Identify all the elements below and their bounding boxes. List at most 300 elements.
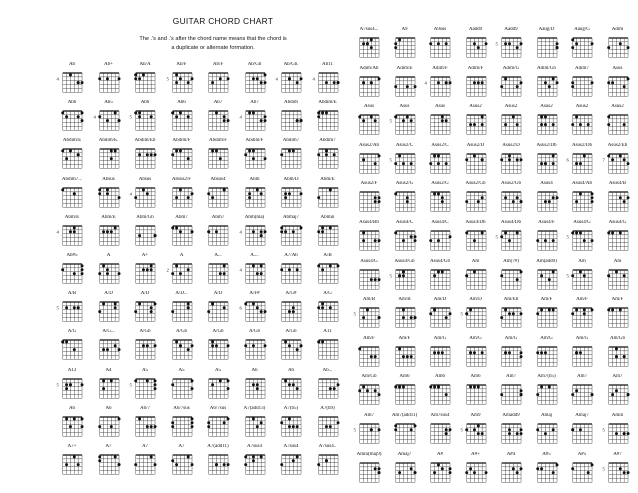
finger-dot [328, 387, 331, 390]
fretboard-grid [274, 259, 308, 289]
finger-dot [105, 272, 108, 275]
chord-name: Asus [434, 104, 445, 110]
finger-dot [476, 46, 479, 49]
finger-dot [98, 115, 101, 118]
chord-name: A7sus4... [359, 27, 379, 32]
chord-diagram [274, 291, 308, 329]
fretboard-grid [55, 450, 89, 480]
finger-dot [223, 115, 226, 118]
fretboard-grid [274, 297, 308, 327]
finger-dot [413, 239, 416, 242]
finger-dot [484, 471, 487, 474]
finger-dot [437, 386, 440, 389]
chord-diagram [494, 452, 528, 490]
chord-name: A7(b5) [283, 405, 299, 411]
finger-dot [102, 387, 105, 390]
chord-name: A#4 [506, 451, 516, 457]
finger-dot [547, 85, 550, 88]
fretboard-grid [352, 419, 386, 449]
finger-dot [219, 158, 222, 161]
finger-dot [504, 77, 507, 80]
fretboard-grid [565, 149, 599, 179]
finger-dot [607, 309, 610, 312]
finger-dot [516, 231, 519, 234]
finger-dot [300, 345, 303, 348]
finger-dot [81, 268, 84, 271]
finger-dot [409, 428, 412, 431]
fretboard-grid [352, 380, 386, 410]
chord-diagram [459, 66, 493, 104]
fretboard-grid [92, 183, 126, 213]
finger-dot [409, 235, 412, 238]
chord-diagram [601, 66, 635, 104]
finger-dot [551, 270, 554, 273]
chord-name: A6 [68, 405, 76, 411]
finger-dot [186, 306, 189, 309]
chord-name: Abdim/E. [98, 138, 119, 144]
fretboard-grid [601, 265, 635, 295]
finger-dot [437, 239, 440, 242]
chord-name: Asus2/D [466, 142, 485, 148]
fretboard-grid [565, 303, 599, 333]
finger-dot [378, 278, 381, 281]
fretboard-grid [530, 458, 564, 488]
fretboard-grid [530, 419, 564, 449]
finger-dot [500, 85, 503, 88]
finger-dot [472, 270, 475, 273]
fretboard-grid [459, 303, 493, 333]
chord-name: Ab6 [67, 100, 77, 106]
finger-dot [263, 73, 266, 76]
finger-dot [61, 150, 64, 153]
finger-dot [296, 425, 299, 428]
finger-dot [362, 239, 365, 242]
finger-dot [571, 46, 574, 49]
fretboard-grid [201, 450, 235, 480]
chord-diagram [423, 220, 457, 258]
chord-name: Asus2/Gb [465, 181, 486, 187]
finger-dot [142, 188, 145, 191]
finger-dot [472, 386, 475, 389]
chord-name: A7+ [67, 444, 77, 449]
finger-dot [171, 425, 174, 428]
finger-dot [134, 196, 137, 199]
chord-name: A7sus4 [246, 444, 262, 449]
finger-dot [401, 270, 404, 273]
chord-name: Am/B [398, 297, 411, 303]
chord-diagram [165, 215, 199, 253]
finger-dot [591, 193, 594, 196]
chord-diagram [311, 329, 345, 367]
chord-name: A#7 [613, 451, 622, 457]
finger-dot [583, 309, 586, 312]
finger-dot [288, 383, 291, 386]
finger-dot [551, 428, 554, 431]
finger-dot [401, 316, 404, 319]
finger-dot [401, 162, 404, 165]
finger-dot [77, 154, 80, 157]
finger-dot [211, 341, 214, 344]
chord-diagram [530, 181, 564, 219]
finger-dot [336, 421, 339, 424]
finger-dot [317, 306, 320, 309]
finger-dot [263, 81, 266, 84]
chord-name: Abdim [284, 100, 298, 106]
chord-name: Asus4/G [608, 220, 627, 225]
chord-name: Amadd9 [502, 413, 520, 418]
finger-dot [540, 123, 543, 126]
chord-name: A9 [401, 27, 408, 32]
fretboard-grid [459, 265, 493, 295]
chord-diagram [388, 413, 422, 451]
finger-dot [536, 239, 539, 242]
fretboard-grid [274, 335, 308, 365]
chord-diagram [388, 66, 422, 104]
fretboard-grid [128, 297, 162, 327]
finger-dot [476, 424, 479, 427]
chord-diagram [530, 413, 564, 451]
finger-dot [65, 115, 68, 118]
finger-dot [154, 154, 157, 157]
chord-diagram [165, 368, 199, 406]
finger-dot [480, 351, 483, 354]
chord-name: Abm7 [211, 214, 225, 220]
finger-dot [65, 387, 68, 390]
chord-name: Abdim/F [172, 138, 191, 144]
finger-dot [280, 226, 283, 229]
finger-dot [571, 231, 574, 234]
finger-dot [445, 162, 448, 165]
finger-dot [117, 417, 120, 420]
fretboard-grid [201, 144, 235, 174]
fretboard-grid [565, 380, 599, 410]
chord-name: Asus4/C [395, 220, 414, 225]
finger-dot [190, 192, 193, 195]
fret-position-number: 5 [602, 467, 605, 473]
finger-dot [516, 432, 519, 435]
finger-dot [516, 46, 519, 49]
chord-name: Asus4/Gb [394, 258, 415, 264]
fretboard-grid [238, 374, 272, 404]
fretboard-grid [601, 380, 635, 410]
finger-dot [244, 154, 247, 157]
fretboard-grid [165, 144, 199, 174]
finger-dot [579, 123, 582, 126]
finger-dot [154, 425, 157, 428]
finger-dot [370, 116, 373, 119]
finger-dot [575, 201, 578, 204]
finger-dot [251, 158, 254, 161]
chord-name: Ab/F [176, 62, 187, 67]
finger-dot [150, 268, 153, 271]
chord-diagram [530, 27, 564, 65]
finger-dot [472, 123, 475, 126]
finger-dot [324, 81, 327, 84]
chord-diagram [201, 215, 235, 253]
finger-dot [186, 268, 189, 271]
chord-name: Abm [249, 176, 260, 182]
finger-dot [292, 425, 295, 428]
chord-name: A7 [178, 444, 185, 449]
finger-dot [543, 432, 546, 435]
finger-dot [437, 154, 440, 157]
finger-dot [571, 274, 574, 277]
finger-dot [575, 351, 578, 354]
fret-position-number: 5 [495, 235, 498, 241]
finger-dot [263, 115, 266, 118]
finger-dot [150, 310, 153, 313]
finger-dot [154, 345, 157, 348]
fretboard-grid [530, 187, 564, 217]
fretboard-grid [352, 72, 386, 102]
finger-dot [394, 42, 397, 45]
chord-name: Am7(b5) [537, 374, 556, 380]
finger-dot [296, 349, 299, 352]
chord-diagram [165, 177, 199, 215]
finger-dot [284, 341, 287, 344]
finger-dot [512, 201, 515, 204]
chord-diagram [388, 143, 422, 181]
finger-dot [259, 234, 262, 237]
finger-dot [215, 112, 218, 115]
chord-name: A/B [323, 253, 332, 258]
chord-name: A#+ [471, 451, 480, 457]
fretboard-grid [274, 183, 308, 213]
fretboard-grid [311, 68, 345, 98]
chord-diagram [565, 104, 599, 142]
fretboard-grid [55, 183, 89, 213]
chord-diagram [530, 220, 564, 258]
finger-dot [370, 38, 373, 41]
finger-dot [520, 428, 523, 431]
finger-dot [413, 316, 416, 319]
fretboard-grid [201, 297, 235, 327]
finger-dot [551, 197, 554, 200]
finger-dot [146, 192, 149, 195]
finger-dot [409, 316, 412, 319]
fretboard-grid [459, 149, 493, 179]
chord-name: A7 [105, 444, 112, 449]
chord-name: Asus4/C [431, 220, 449, 225]
chord-name: Abdim7 [319, 138, 336, 144]
finger-dot [61, 112, 64, 115]
finger-dot [591, 463, 594, 466]
finger-dot [61, 188, 64, 191]
finger-dot [480, 432, 483, 435]
chord-diagram [352, 66, 386, 104]
fretboard-grid [274, 412, 308, 442]
fretboard-grid [92, 374, 126, 404]
finger-dot [317, 264, 320, 267]
fretboard-grid [601, 187, 635, 217]
chord-diagram [238, 329, 272, 367]
chord-diagram [55, 329, 89, 367]
fretboard-grid [352, 265, 386, 295]
finger-dot [317, 154, 320, 157]
finger-dot [445, 428, 448, 431]
finger-dot [296, 268, 299, 271]
finger-dot [504, 351, 507, 354]
finger-dot [484, 42, 487, 45]
chord-diagram [352, 297, 386, 335]
finger-dot [215, 345, 218, 348]
finger-dot [413, 424, 416, 427]
chord-diagram [601, 259, 635, 297]
finger-dot [280, 421, 283, 424]
finger-dot [591, 394, 594, 397]
finger-dot [587, 471, 590, 474]
fretboard-grid [238, 297, 272, 327]
chord-name: A/F# [249, 291, 260, 297]
chord-name: Adim/G [502, 65, 520, 71]
finger-dot [508, 239, 511, 242]
chord-diagram [459, 104, 493, 142]
finger-dot [547, 278, 550, 281]
finger-dot [540, 162, 543, 165]
finger-dot [611, 158, 614, 161]
page-title: GUITAR CHORD CHART [172, 16, 274, 26]
finger-dot [223, 421, 226, 424]
fretboard-grid [352, 149, 386, 179]
finger-dot [555, 197, 558, 200]
finger-dot [280, 268, 283, 271]
fretboard-grid [530, 380, 564, 410]
finger-dot [73, 230, 76, 233]
finger-dot [465, 231, 468, 234]
finger-dot [378, 197, 381, 200]
finger-dot [543, 351, 546, 354]
chord-name: A/G [323, 291, 332, 297]
fretboard-grid [92, 259, 126, 289]
finger-dot [190, 230, 193, 233]
chord-diagram [530, 104, 564, 142]
finger-dot [591, 201, 594, 204]
fret-position-number: 7 [602, 158, 605, 164]
finger-dot [555, 46, 558, 49]
fretboard-grid [92, 412, 126, 442]
finger-dot [178, 150, 181, 153]
finger-dot [328, 264, 331, 267]
fretboard-grid [494, 226, 528, 256]
finger-dot [374, 197, 377, 200]
fretboard-grid [423, 72, 457, 102]
finger-dot [178, 230, 181, 233]
finger-dot [583, 154, 586, 157]
chord-name: Am/F [576, 297, 588, 303]
finger-dot [611, 231, 614, 234]
finger-dot [378, 201, 381, 204]
finger-dot [81, 272, 84, 275]
finger-dot [413, 471, 416, 474]
chord-diagram [128, 444, 162, 482]
chord-name: Asus [363, 104, 374, 110]
finger-dot [280, 230, 283, 233]
finger-dot [551, 123, 554, 126]
finger-dot [255, 425, 258, 428]
chord-name: Am/Gb [361, 374, 377, 380]
finger-dot [437, 162, 440, 165]
chord-diagram [601, 336, 635, 374]
finger-dot [472, 81, 475, 84]
finger-dot [117, 463, 120, 466]
chord-diagram [55, 406, 89, 444]
finger-dot [207, 230, 210, 233]
fretboard-grid [92, 221, 126, 251]
chord-name: Adim/F [432, 65, 448, 71]
finger-dot [520, 390, 523, 393]
finger-dot [445, 432, 448, 435]
finger-dot [69, 73, 72, 76]
finger-dot [207, 192, 210, 195]
finger-dot [370, 46, 373, 49]
finger-dot [614, 432, 617, 435]
fretboard-grid [601, 419, 635, 449]
finger-dot [215, 150, 218, 153]
finger-dot [429, 162, 432, 165]
chord-diagram [601, 452, 635, 490]
finger-dot [469, 123, 472, 126]
finger-dot [98, 192, 101, 195]
fretboard-grid [55, 221, 89, 251]
chord-diagram [494, 143, 528, 181]
finger-dot [571, 428, 574, 431]
finger-dot [336, 383, 339, 386]
chord-name: A7(b9) [320, 405, 335, 411]
finger-dot [362, 231, 365, 234]
finger-dot [113, 455, 116, 458]
finger-dot [579, 351, 582, 354]
finger-dot [441, 467, 444, 470]
chord-name: Am6 [435, 374, 445, 380]
chord-name: Am/Gb [610, 335, 625, 341]
finger-dot [175, 81, 178, 84]
chord-diagram [388, 27, 422, 65]
finger-dot [113, 226, 116, 229]
fretboard-grid [55, 259, 89, 289]
finger-dot [248, 112, 251, 115]
chord-diagram [92, 177, 126, 215]
finger-dot [398, 386, 401, 389]
finger-dot [626, 162, 629, 165]
finger-dot [374, 390, 377, 393]
finger-dot [146, 154, 149, 157]
finger-dot [142, 73, 145, 76]
chord-diagram [55, 368, 89, 406]
finger-dot [366, 42, 369, 45]
finger-dot [449, 467, 452, 470]
finger-dot [171, 154, 174, 157]
chord-name: Asus4/F [538, 220, 555, 225]
finger-dot [227, 463, 230, 466]
finger-dot [362, 119, 365, 122]
finger-dot [394, 428, 397, 431]
finger-dot [465, 201, 468, 204]
fretboard-grid [311, 450, 345, 480]
finger-dot [540, 274, 543, 277]
finger-dot [472, 42, 475, 45]
fretboard-grid [565, 187, 599, 217]
finger-dot [134, 379, 137, 382]
finger-dot [259, 81, 262, 84]
finger-dot [134, 77, 137, 80]
finger-dot [81, 264, 84, 267]
finger-dot [555, 42, 558, 45]
finger-dot [394, 85, 397, 88]
chord-diagram [530, 336, 564, 374]
chord-name: Ab/A [139, 62, 151, 67]
chord-diagram [459, 336, 493, 374]
finger-dot [469, 309, 472, 312]
